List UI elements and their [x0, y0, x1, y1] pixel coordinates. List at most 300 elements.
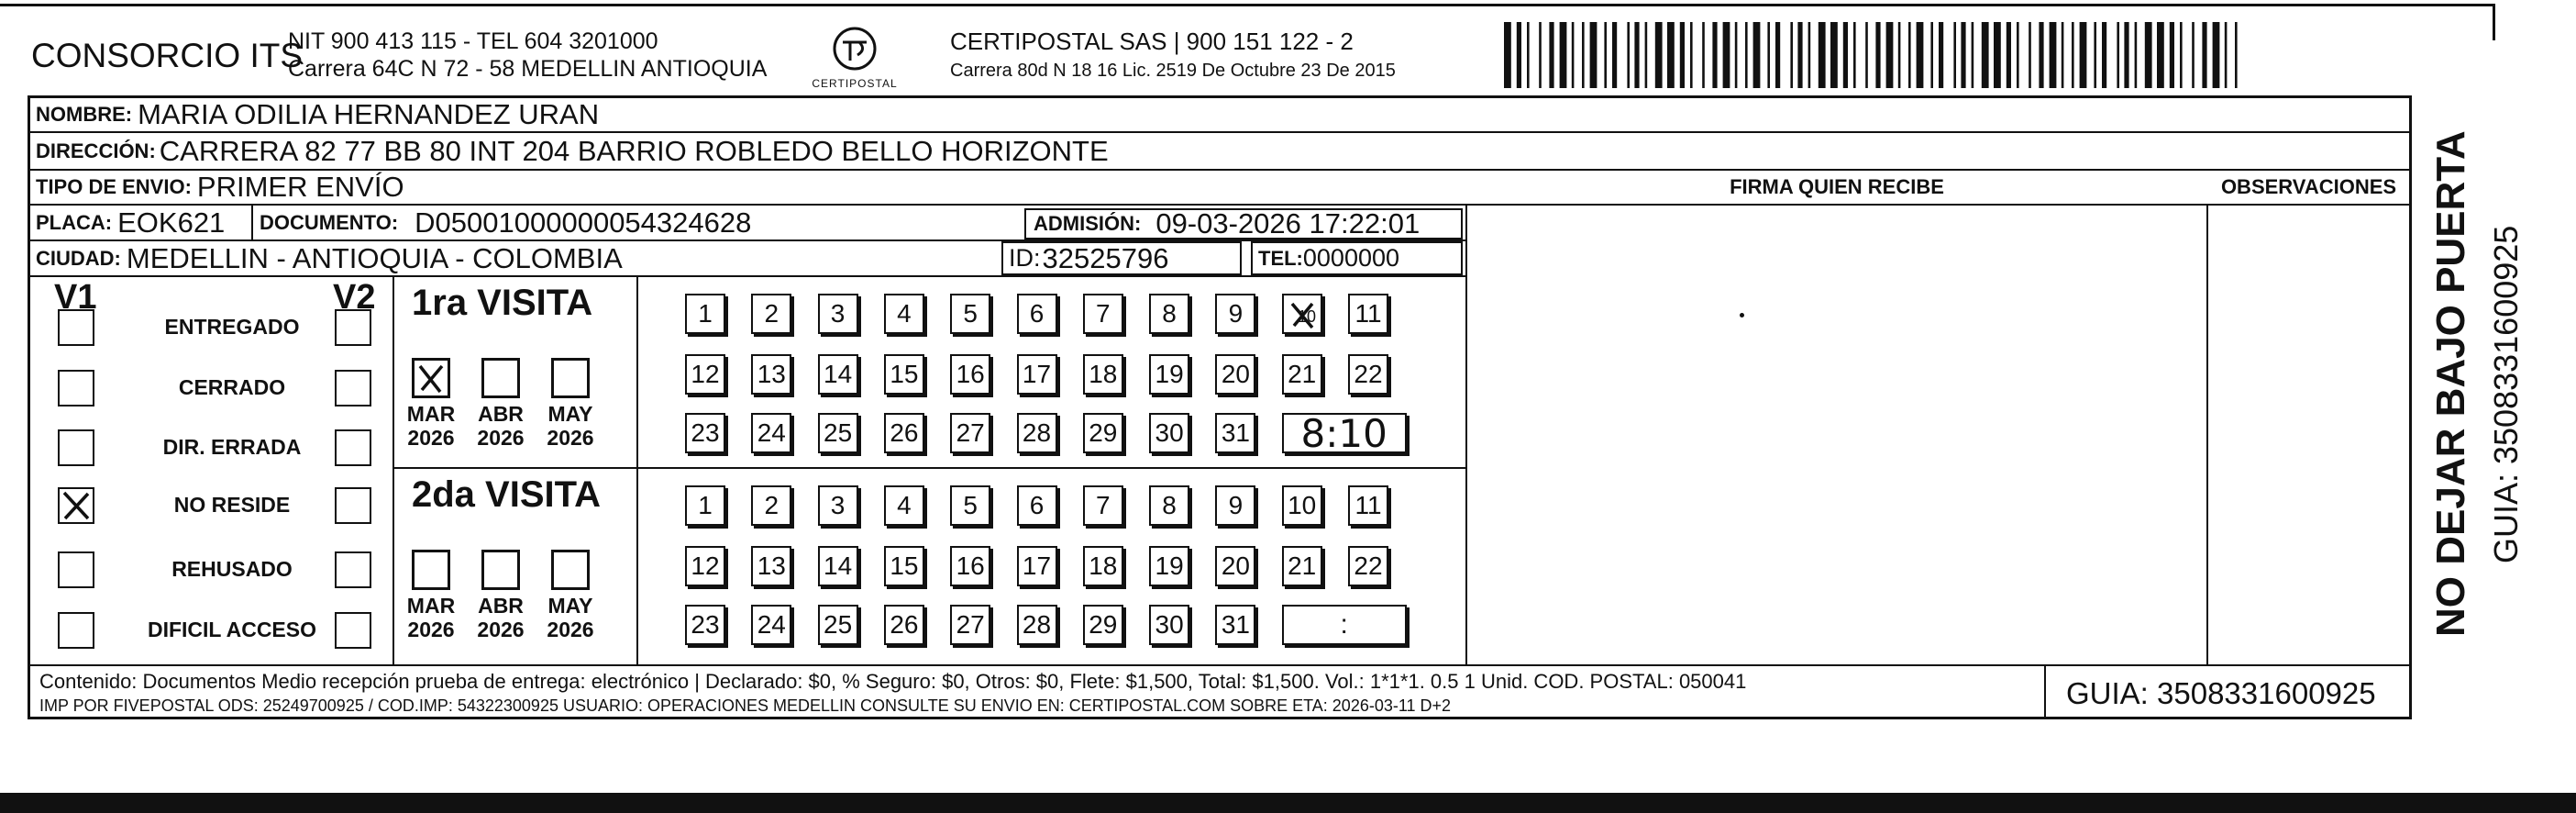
day-box[interactable] — [1149, 546, 1189, 586]
barcode-bar — [1560, 22, 1567, 88]
status-divider — [392, 275, 394, 664]
day-number: 7 — [1096, 491, 1111, 519]
bottom-border — [0, 793, 2576, 813]
day-number: 12 — [691, 551, 720, 580]
id-value: 32525796 — [1042, 241, 1169, 274]
month-label — [538, 594, 603, 641]
tipo-value: PRIMER ENVÍO — [196, 171, 404, 203]
day-number: 25 — [824, 418, 853, 447]
day-box[interactable] — [685, 605, 725, 645]
visit-divider — [636, 275, 638, 664]
day-number: 27 — [956, 418, 985, 447]
footer-content: Contenido: Documentos Medio recepción prueba de entrega: electrónico | Declarado: $0, % Seguro: $0, Otros: $0, Flete: $1,500, Total: $1,500. Vol.: 1*1*1. 0.5 1 Unid. COD. POSTAL: 050041 — [39, 670, 1747, 693]
barcode-bar — [1539, 22, 1542, 88]
day-box[interactable] — [884, 354, 924, 395]
company-address: Carrera 64C N 72 - 58 MEDELLIN ANTIOQUIA — [288, 56, 768, 82]
company-nit: NIT 900 413 115 - TEL 604 3201000 — [288, 28, 658, 54]
barcode-bar — [1702, 22, 1705, 88]
status-option-label: NO RESIDE — [173, 493, 291, 517]
barcode-bar — [1590, 22, 1598, 88]
barcode-bar — [2124, 22, 2128, 88]
day-number: 24 — [757, 418, 786, 447]
footer-print-info: IMP POR FIVEPOSTAL ODS: 25249700925 / COD.IMP: 54322300925 USUARIO: OPERACIONES MEDELLIN CONSULTE SU ENVIO EN: CERTIPOSTAL.COM SOBRE ETA: 2026-03-11 D+2 — [39, 696, 1452, 715]
month-checkbox[interactable] — [412, 358, 450, 398]
direccion-label: DIRECCIÓN: — [36, 139, 156, 162]
month-checkbox[interactable] — [481, 550, 520, 590]
barcode-bar — [1875, 22, 1880, 88]
day-number: 4 — [897, 491, 912, 519]
day-number: 18 — [1089, 551, 1118, 580]
tipo-row — [36, 171, 404, 204]
day-number: 17 — [1022, 360, 1052, 388]
barcode-bar — [1994, 22, 2001, 88]
barcode-bar — [1612, 22, 1617, 88]
documento-label: DOCUMENTO: — [260, 210, 399, 234]
barcode-bar — [2145, 22, 2152, 88]
day-box[interactable] — [1215, 485, 1255, 526]
day-box[interactable] — [950, 354, 990, 395]
barcode-bar — [2062, 22, 2064, 88]
visit-time: 8:10 — [1300, 410, 1388, 456]
visit-time-box[interactable] — [1282, 605, 1407, 645]
placa-cell — [36, 206, 225, 239]
day-box[interactable] — [950, 485, 990, 526]
status-option-label: DIR. ERRADA — [162, 435, 302, 459]
day-box[interactable] — [1282, 546, 1322, 586]
visit-title: 2da VISITA — [412, 474, 601, 515]
day-number: 31 — [1221, 418, 1250, 447]
day-number: 26 — [890, 418, 919, 447]
day-number: 29 — [1089, 610, 1118, 639]
day-box[interactable] — [950, 294, 990, 334]
month-checkbox[interactable] — [551, 550, 590, 590]
barcode-bar — [1830, 22, 1838, 88]
barcode-bar — [1982, 22, 1989, 88]
v1-checkbox[interactable] — [58, 309, 94, 346]
day-box[interactable] — [884, 546, 924, 586]
day-box[interactable] — [1017, 413, 1057, 453]
month-label — [399, 402, 463, 450]
month-year: 2026 — [547, 618, 594, 641]
day-box[interactable] — [950, 605, 990, 645]
day-number: 12 — [691, 360, 720, 388]
day-box[interactable] — [1348, 294, 1388, 334]
day-box[interactable] — [818, 354, 858, 395]
status-option-label: REHUSADO — [171, 557, 293, 581]
barcode-bar — [1549, 22, 1553, 88]
svg-text:10: 10 — [1297, 307, 1316, 326]
barcode-bar — [1917, 22, 1924, 88]
v1-checkbox[interactable] — [58, 612, 94, 649]
day-box[interactable] — [1083, 294, 1123, 334]
day-box[interactable] — [1083, 485, 1123, 526]
day-box[interactable] — [1215, 354, 1255, 395]
visit-time: : — [1340, 609, 1348, 640]
v2-checkbox[interactable] — [335, 429, 371, 466]
admision-cell — [1024, 208, 1463, 239]
signature-dot — [1740, 313, 1744, 317]
barcode-bar — [1645, 22, 1648, 88]
day-number: 1 — [698, 299, 713, 328]
barcode-bar — [2213, 22, 2220, 88]
v2-checkbox[interactable] — [335, 551, 371, 588]
logo-text: CERTIPOSTAL — [812, 77, 898, 90]
day-number: 19 — [1155, 360, 1184, 388]
cell-divider — [251, 204, 253, 239]
day-box[interactable] — [1215, 294, 1255, 334]
v2-header: V2 — [333, 278, 376, 317]
day-box[interactable] — [1149, 413, 1189, 453]
row-divider — [30, 275, 1465, 277]
x-mark-icon — [415, 361, 448, 395]
visit-title: 1ra VISITA — [412, 283, 593, 323]
barcode-bar — [1908, 22, 1911, 88]
tel-cell — [1251, 241, 1463, 275]
v1-checkbox[interactable] — [58, 487, 94, 524]
day-box[interactable] — [818, 294, 858, 334]
observaciones-divider — [2206, 204, 2208, 664]
day-number: 28 — [1022, 610, 1052, 639]
day-box[interactable] — [685, 485, 725, 526]
barcode-bar — [2072, 22, 2074, 88]
tipo-label: TIPO DE ENVIO: — [36, 175, 192, 198]
month-name: ABR — [478, 402, 524, 426]
day-box[interactable] — [1017, 546, 1057, 586]
month-checkbox[interactable] — [481, 358, 520, 398]
month-name: MAR — [406, 402, 456, 426]
barcode-bar — [1667, 22, 1675, 88]
side-guia: GUIA: 3508331600925 — [2487, 225, 2525, 563]
day-box[interactable] — [751, 294, 791, 334]
status-option-label: CERRADO — [178, 375, 286, 399]
day-box[interactable] — [1282, 294, 1322, 334]
barcode-bar — [1797, 22, 1802, 88]
footer-guia-divider — [2044, 664, 2046, 719]
barcode-bar — [1953, 22, 1956, 88]
carrier-license: Carrera 80d N 18 16 Lic. 2519 De Octubre 23 De 2015 — [950, 61, 1396, 81]
barcode-bar — [2039, 22, 2043, 88]
v2-checkbox[interactable] — [335, 309, 371, 346]
day-number: 20 — [1221, 360, 1250, 388]
day-number: 13 — [757, 551, 786, 580]
month-name: MAR — [406, 594, 456, 618]
direccion-row — [36, 133, 1109, 169]
top-border — [0, 4, 2494, 6]
barcode-bar — [1604, 22, 1607, 88]
ciudad-cell — [36, 241, 623, 275]
month-checkbox[interactable] — [412, 550, 450, 590]
id-label: ID: — [1009, 244, 1041, 272]
barcode-bar — [1745, 22, 1748, 88]
day-box[interactable] — [1017, 354, 1057, 395]
day-number: 24 — [757, 610, 786, 639]
barcode-bar — [2080, 22, 2087, 88]
firma-divider — [1465, 204, 1467, 664]
day-box[interactable] — [1083, 354, 1123, 395]
day-number: 10 — [1288, 491, 1317, 519]
day-box[interactable] — [884, 485, 924, 526]
day-number: 18 — [1089, 360, 1118, 388]
day-number: 20 — [1221, 551, 1250, 580]
placa-label: PLACA: — [36, 210, 113, 234]
direccion-value: CARRERA 82 77 BB 80 INT 204 BARRIO ROBLEDO BELLO HORIZONTE — [159, 134, 1109, 167]
barcode-bar — [2050, 22, 2057, 88]
day-box[interactable] — [685, 294, 725, 334]
day-number: 30 — [1155, 610, 1184, 639]
footer-divider — [30, 664, 2409, 666]
barcode-bar — [1582, 22, 1585, 88]
day-number: 21 — [1288, 360, 1317, 388]
barcode-bar — [1680, 22, 1685, 88]
month-year: 2026 — [477, 618, 525, 641]
day-box[interactable] — [751, 546, 791, 586]
placa-value: EOK621 — [117, 206, 226, 239]
barcode-bar — [1634, 22, 1639, 88]
day-box[interactable] — [1215, 546, 1255, 586]
day-number: 21 — [1288, 551, 1317, 580]
day-number: 23 — [691, 610, 720, 639]
nombre-label: NOMBRE: — [36, 103, 133, 126]
barcode-bar — [2235, 22, 2238, 88]
day-box[interactable] — [818, 605, 858, 645]
day-number: 8 — [1162, 299, 1177, 328]
barcode-bar — [1712, 22, 1717, 88]
v1-checkbox[interactable] — [58, 370, 94, 406]
month-label — [469, 594, 533, 641]
top-right-border — [2493, 4, 2495, 40]
admision-value: 09-03-2026 17:22:01 — [1155, 207, 1421, 239]
visit-row-divider — [392, 467, 1465, 469]
day-box[interactable] — [1149, 354, 1189, 395]
v1-header: V1 — [54, 278, 97, 317]
barcode-bar — [1527, 22, 1530, 88]
carrier-name: CERTIPOSTAL SAS | 900 151 122 - 2 — [950, 28, 1354, 55]
day-number: 16 — [956, 551, 985, 580]
day-box[interactable] — [1083, 605, 1123, 645]
barcode-bar — [1735, 22, 1738, 88]
barcode-bar — [1504, 22, 1511, 88]
barcode — [1504, 22, 2238, 88]
day-number: 3 — [830, 299, 846, 328]
ciudad-value: MEDELLIN - ANTIOQUIA - COLOMBIA — [126, 241, 623, 274]
day-box[interactable] — [818, 546, 858, 586]
certipostal-logo-icon — [830, 24, 879, 73]
day-box[interactable] — [751, 413, 791, 453]
day-box[interactable] — [1149, 605, 1189, 645]
v2-checkbox[interactable] — [335, 487, 371, 524]
day-box[interactable] — [818, 485, 858, 526]
day-number: 22 — [1354, 551, 1383, 580]
day-box[interactable] — [1348, 485, 1388, 526]
day-number: 8 — [1162, 491, 1177, 519]
barcode-bar — [2135, 22, 2138, 88]
barcode-bar — [1690, 22, 1693, 88]
footer-guia: GUIA: 3508331600925 — [2066, 676, 2376, 710]
barcode-bar — [1775, 22, 1780, 88]
barcode-bar — [1723, 22, 1730, 88]
month-year: 2026 — [407, 618, 455, 641]
status-option-label: ENTREGADO — [164, 315, 300, 339]
month-year: 2026 — [547, 426, 594, 450]
side-warning: NO DEJAR BAJO PUERTA — [2428, 130, 2473, 637]
month-year: 2026 — [407, 426, 455, 450]
barcode-bar — [1843, 22, 1848, 88]
day-number: 31 — [1221, 610, 1250, 639]
day-number: 5 — [963, 299, 978, 328]
month-name: MAY — [547, 594, 593, 618]
barcode-bar — [2202, 22, 2206, 88]
barcode-bar — [1886, 22, 1894, 88]
visit-time-box[interactable] — [1282, 410, 1407, 456]
day-box[interactable] — [1149, 485, 1189, 526]
month-year: 2026 — [477, 426, 525, 450]
barcode-bar — [1930, 22, 1933, 88]
day-box[interactable] — [818, 413, 858, 453]
day-box[interactable] — [751, 354, 791, 395]
day-box[interactable] — [1149, 294, 1189, 334]
day-box[interactable] — [1215, 605, 1255, 645]
day-number: 22 — [1354, 360, 1383, 388]
month-label — [399, 594, 463, 641]
day-number: 9 — [1228, 491, 1244, 519]
day-number: 14 — [824, 551, 853, 580]
day-number: 26 — [890, 610, 919, 639]
day-number: 2 — [764, 299, 779, 328]
day-number: 3 — [830, 491, 846, 519]
ciudad-label: CIUDAD: — [36, 246, 121, 270]
day-number: 1 — [698, 491, 713, 519]
day-box[interactable] — [1017, 294, 1057, 334]
month-checkbox[interactable] — [551, 358, 590, 398]
day-number: 19 — [1155, 551, 1184, 580]
status-option-label: DIFICIL ACCESO — [147, 618, 316, 641]
day-box[interactable] — [1017, 485, 1057, 526]
barcode-bar — [2007, 22, 2011, 88]
month-label — [538, 402, 603, 450]
barcode-bar — [2029, 22, 2031, 88]
barcode-bar — [2157, 22, 2164, 88]
barcode-bar — [1972, 22, 1974, 88]
barcode-bar — [1572, 22, 1575, 88]
day-box[interactable] — [685, 354, 725, 395]
day-number: 7 — [1096, 299, 1111, 328]
barcode-bar — [1627, 22, 1630, 88]
day-number: 30 — [1155, 418, 1184, 447]
day-number: 2 — [764, 491, 779, 519]
barcode-bar — [1517, 22, 1521, 88]
barcode-bar — [1655, 22, 1663, 88]
day-box[interactable] — [1282, 354, 1322, 395]
barcode-bar — [1865, 22, 1868, 88]
day-number: 17 — [1022, 551, 1052, 580]
day-number: 4 — [897, 299, 912, 328]
day-box[interactable] — [884, 294, 924, 334]
tel-value: 0000000 — [1302, 244, 1400, 272]
admision-label: ADMISIÓN: — [1034, 212, 1142, 235]
observaciones-header: OBSERVACIONES — [2220, 175, 2397, 198]
day-number: 11 — [1354, 299, 1382, 328]
day-box[interactable] — [1083, 413, 1123, 453]
nombre-value: MARIA ODILIA HERNANDEZ URAN — [138, 98, 600, 130]
v1-checkbox[interactable] — [58, 551, 94, 588]
day-box[interactable] — [1083, 546, 1123, 586]
firma-header: FIRMA QUIEN RECIBE — [1730, 175, 1944, 198]
day-box[interactable] — [950, 413, 990, 453]
documento-cell — [260, 206, 751, 239]
barcode-bar — [1961, 22, 1965, 88]
day-number: 16 — [956, 360, 985, 388]
delivery-form — [28, 95, 2412, 719]
barcode-bar — [2180, 22, 2183, 88]
day-number: 11 — [1354, 491, 1382, 519]
day-number: 6 — [1029, 299, 1045, 328]
day-box[interactable] — [751, 485, 791, 526]
day-box[interactable] — [1348, 354, 1388, 395]
barcode-bar — [2017, 22, 2019, 88]
x-mark-icon — [60, 489, 93, 522]
day-number: 25 — [824, 610, 853, 639]
barcode-bar — [1853, 22, 1856, 88]
id-cell — [1001, 241, 1242, 275]
month-label — [469, 402, 533, 450]
company-name: CONSORCIO ITS — [31, 37, 304, 74]
barcode-bar — [2102, 22, 2106, 88]
tel-label: TEL: — [1258, 246, 1303, 270]
barcode-bar — [1819, 22, 1826, 88]
day-box[interactable] — [884, 605, 924, 645]
v1-checkbox[interactable] — [58, 429, 94, 466]
documento-value: D05001000000054324628 — [415, 206, 752, 239]
day-box[interactable] — [751, 605, 791, 645]
day-box[interactable] — [1282, 485, 1322, 526]
day-number: 14 — [824, 360, 853, 388]
day-box[interactable] — [950, 546, 990, 586]
day-number: 15 — [890, 360, 919, 388]
x-mark-icon — [1285, 296, 1321, 333]
day-box[interactable] — [1017, 605, 1057, 645]
day-number: 23 — [691, 418, 720, 447]
day-number: 29 — [1089, 418, 1118, 447]
barcode-bar — [2225, 22, 2228, 88]
day-box[interactable] — [884, 413, 924, 453]
barcode-bar — [1808, 22, 1811, 88]
barcode-bar — [2192, 22, 2195, 88]
day-number: 5 — [963, 491, 978, 519]
barcode-bar — [1753, 22, 1761, 88]
month-name: ABR — [478, 594, 524, 618]
day-box[interactable] — [1215, 413, 1255, 453]
day-number: 9 — [1228, 299, 1244, 328]
barcode-bar — [1790, 22, 1793, 88]
day-number: 6 — [1029, 491, 1045, 519]
day-box[interactable] — [1348, 546, 1388, 586]
day-number: 15 — [890, 551, 919, 580]
day-number: 27 — [956, 610, 985, 639]
barcode-bar — [2117, 22, 2119, 88]
month-name: MAY — [547, 402, 593, 426]
day-number: 28 — [1022, 418, 1052, 447]
barcode-bar — [2094, 22, 2096, 88]
v2-checkbox[interactable] — [335, 612, 371, 649]
day-number: 13 — [757, 360, 786, 388]
day-box[interactable] — [685, 413, 725, 453]
v2-checkbox[interactable] — [335, 370, 371, 406]
day-box[interactable] — [685, 546, 725, 586]
barcode-bar — [1939, 22, 1943, 88]
barcode-bar — [1898, 22, 1901, 88]
nombre-row — [36, 98, 599, 131]
barcode-bar — [1767, 22, 1770, 88]
